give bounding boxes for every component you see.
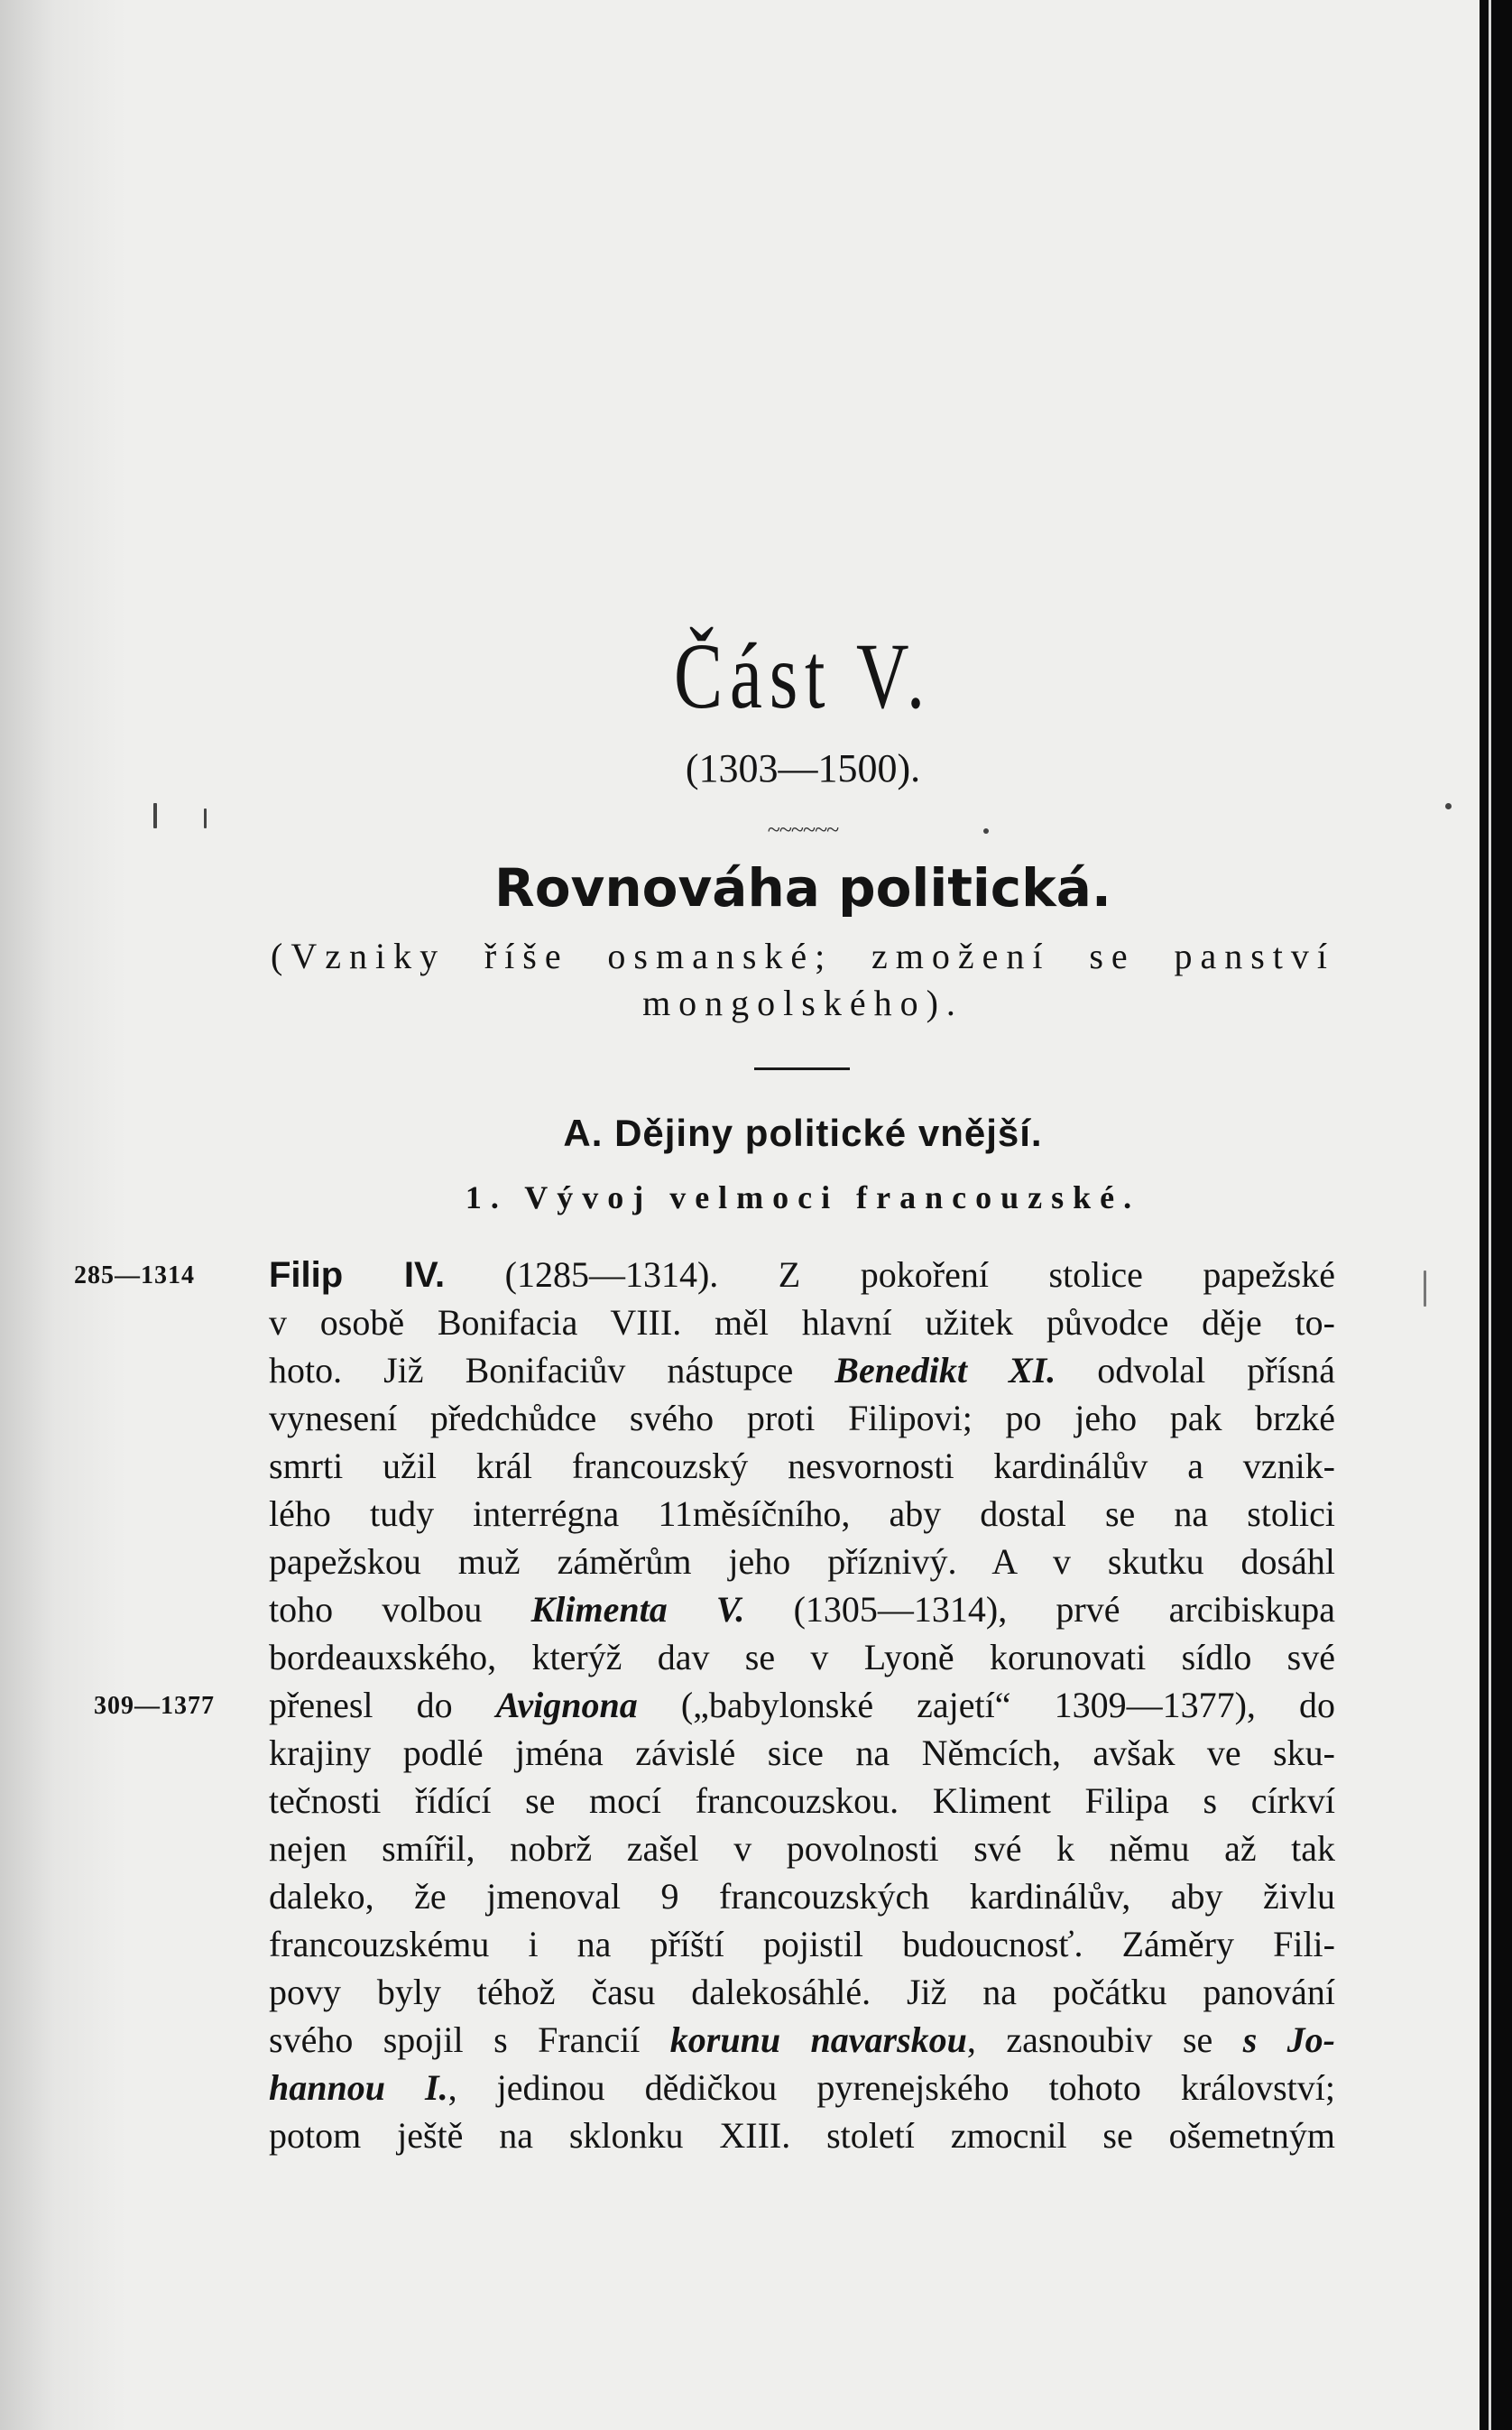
text-line: tečnosti řídící se mocí francouzskou. Kliment Filipa s církví [269,1780,1335,1821]
page-edge [1489,0,1491,2430]
text-line: svého spojil s Francií korunu navarskou, zasnoubiv se s Jo- [269,2019,1335,2060]
text-line: krajiny podlé jména závislé sice na Němcích, avšak ve sku- [269,1732,1335,1773]
subtitle-line-2: mongolského). [642,983,963,1023]
margin-note-dates: 309—1377 [94,1692,215,1720]
text-line: francouzskému i na příští pojistil budoucnosť. Záměry Fili- [269,1924,1335,1964]
text-line: v osobě Bonifacia VIII. měl hlavní užitek původce děje to- [269,1302,1335,1343]
text-line: vynesení předchůdce svého proti Filipovi; po jeho pak brzké [269,1398,1335,1438]
text-line: hannou I., jedinou dědičkou pyrenejského tohoto království; [269,2067,1335,2108]
chapter-title: Část V. [673,624,933,728]
text-line: hoto. Již Bonifaciův nástupce Benedikt XI. odvolal přísná [269,1350,1336,1391]
ornament-divider: ~~~~~~ [767,817,839,843]
text-line: potom ještě na sklonku XIII. století zmocnil se ošemetným [269,2115,1335,2156]
text-line: smrti užil král francouzský nesvornosti kardinálův a vznik- [269,1446,1335,1486]
subtitle-line-1: (Vzniky říše osmanské; zmožení se panství [271,936,1335,976]
text-line: daleko, že jmenoval 9 francouzských kardinálův, aby živlu [269,1876,1335,1917]
text-line: nejen smířil, nobrž zašel v povolnosti své k němu až tak [269,1828,1335,1869]
scan-mark [983,828,989,834]
scan-mark [1445,803,1452,809]
section-heading: A. Dějiny politické vnější. [563,1112,1043,1154]
scan-mark [1424,1270,1426,1307]
text-line: papežskou muž záměrům jeho příznivý. A v skutku dosáhl [269,1541,1335,1582]
text-line: bordeauxského, kterýž dav se v Lyoně korunovati sídlo své [269,1637,1335,1677]
scan-mark [153,803,157,828]
chapter-years: (1303—1500). [685,746,921,790]
text-line: lého tudy interrégna 11měsíčního, aby dostal se na stolici [269,1493,1335,1534]
horizontal-rule [754,1067,850,1070]
section-subheading: 1. Vývoj velmoci francouzské. [465,1179,1141,1215]
text-line: přenesl do Avignona („babylonské zajetí“ 1309—1377), do [269,1685,1335,1725]
scan-border [1480,0,1512,2430]
text-line: toho volbou Klimenta V. (1305—1314), prvé arcibiskupa [269,1589,1336,1630]
margin-note-dates: 285—1314 [74,1261,195,1289]
scan-mark [204,808,207,828]
part-title: Rovnováha politická. [494,857,1111,919]
body-paragraph [269,1251,1335,2159]
text-line: Filip IV. (1285—1314). Z pokoření stolice papežské [269,1254,1335,1295]
text-line: povy byly téhož času dalekosáhlé. Již na počátku panování [269,1972,1335,2012]
